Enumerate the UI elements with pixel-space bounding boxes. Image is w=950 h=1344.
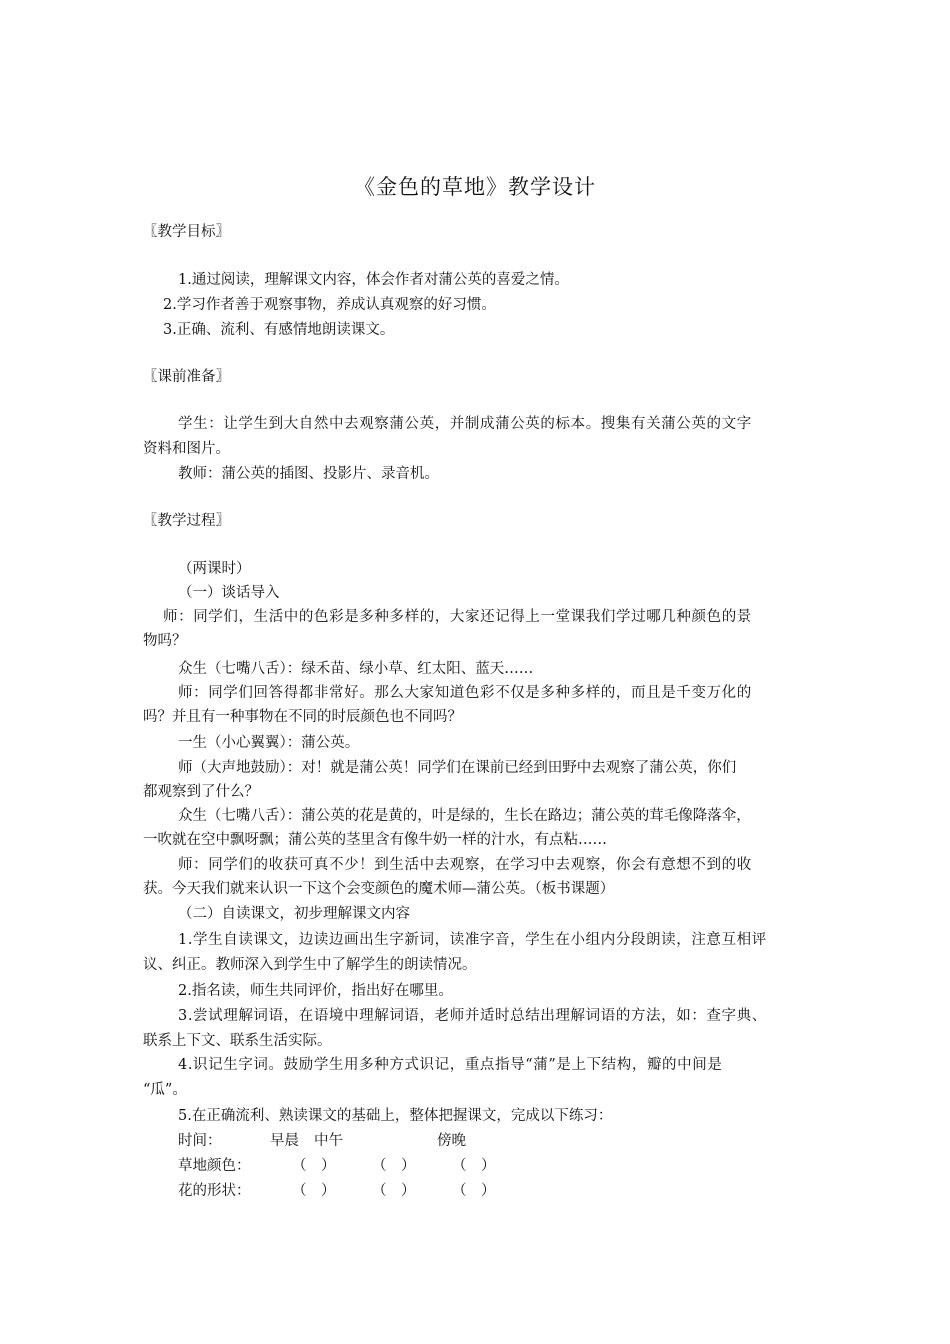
part2-heading: （二）自读课文，初步理解课文内容 [178, 906, 410, 922]
process-lessons: （两课时） [178, 561, 251, 577]
goal-item-3: 3.正确、流利、有感情地朗读课文。 [163, 322, 395, 338]
dialogue-line: 众生（七嘴八舌）：蒲公英的花是黄的，叶是绿的，生长在路边；蒲公英的茸毛像降落伞， [178, 808, 751, 824]
page-title: 《金色的草地》教学设计 [354, 175, 596, 199]
dialogue-line: 一生（小心翼翼）：蒲公英。 [178, 735, 360, 751]
dialogue-line: 众生（七嘴八舌）：绿禾苗、绿小草、红太阳、蓝天…… [178, 661, 534, 677]
goal-item-2: 2.学习作者善于观察事物，养成认真观察的好习惯。 [163, 297, 496, 313]
dialogue-line: 师：同学们，生活中的色彩是多种多样的，大家还记得上一堂课我们学过哪几种颜色的景 [163, 609, 752, 625]
prep-student-line2: 资料和图片。 [143, 441, 230, 457]
process-heading: 〖教学过程〗 [143, 513, 230, 529]
goals-heading: 〖教学目标〗 [143, 224, 230, 240]
dialogue-line: 一吹就在空中飘呀飘；蒲公英的茎里含有像牛奶一样的汁水，有点粘…… [143, 832, 607, 848]
exercise-evening: 傍晚 [437, 1133, 466, 1149]
prep-heading: 〖课前准备〗 [143, 369, 230, 385]
step-line: 2.指名读，师生共同评价，指出好在哪里。 [178, 983, 453, 999]
part1-heading: （一）谈话导入 [178, 585, 280, 601]
step-line: 3.尝试理解词语，在语境中理解词语，老师并适时总结出理解词语的方法，如：查字典、 [178, 1008, 767, 1024]
blank-field[interactable]: （ ） [372, 1158, 416, 1174]
blank-field[interactable]: （ ） [452, 1158, 496, 1174]
step-line: 联系上下文、联系生活实际。 [143, 1033, 332, 1049]
dialogue-line: 师（大声地鼓励）：对！就是蒲公英！同学们在课前已经到田野中去观察了蒲公英，你们 [178, 760, 737, 776]
dialogue-line: 物吗？ [143, 633, 187, 649]
dialogue-line: 获。今天我们就来认识一下这个会变颜色的魔术师—蒲公英。（板书课题） [143, 881, 615, 897]
exercise-noon: 中午 [314, 1133, 343, 1149]
dialogue-line: 师：同学们回答得都非常好。那么大家知道色彩不仅是多种多样的，而且是千变万化的 [178, 685, 752, 701]
exercise-morning: 早晨 [270, 1133, 299, 1149]
blank-field[interactable]: （ ） [292, 1158, 336, 1174]
exercise-shape-label: 花的形状： [178, 1183, 251, 1199]
dialogue-line: 师：同学们的收获可真不少！到生活中去观察，在学习中去观察，你会有意想不到的收 [178, 857, 752, 873]
step-line: 5.在正确流利、熟读课文的基础上，整体把握课文，完成以下练习： [178, 1108, 613, 1124]
prep-teacher: 教师：蒲公英的插图、投影片、录音机。 [178, 466, 439, 482]
step-line: 1.学生自读课文，边读边画出生字新词，读准字音，学生在小组内分段朗读，注意互相评 [178, 932, 767, 948]
blank-field[interactable]: （ ） [292, 1183, 336, 1199]
goal-item-1: 1.通过阅读，理解课文内容，体会作者对蒲公英的喜爱之情。 [178, 272, 569, 288]
prep-student-line1: 学生：让学生到大自然中去观察蒲公英，并制成蒲公英的标本。搜集有关蒲公英的文字 [178, 416, 752, 432]
blank-field[interactable]: （ ） [372, 1183, 416, 1199]
exercise-color-label: 草地颜色： [178, 1158, 251, 1174]
step-line: 4.识记生字词。鼓励学生用多种方式识记，重点指导“蒲”是上下结构，瓣的中间是 [178, 1057, 723, 1073]
blank-field[interactable]: （ ） [452, 1183, 496, 1199]
step-line: 议、纠正。教师深入到学生中了解学生的朗读情况。 [143, 957, 477, 973]
dialogue-line: 都观察到了什么？ [143, 784, 259, 800]
exercise-time-label: 时间： [178, 1133, 222, 1149]
step-line: “瓜”。 [143, 1082, 187, 1098]
dialogue-line: 吗？并且有一种事物在不同的时辰颜色也不同吗？ [143, 709, 462, 725]
